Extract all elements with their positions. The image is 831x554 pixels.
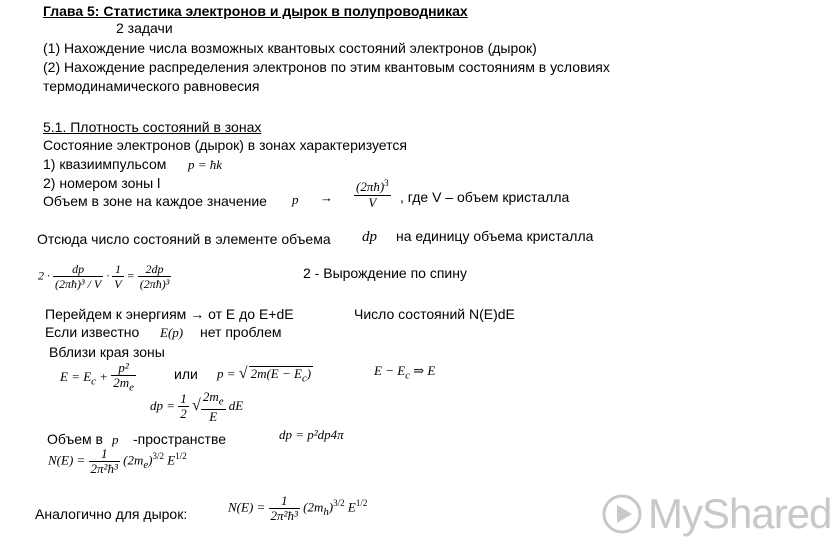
formula-dp: dp	[362, 229, 377, 245]
formula-density: 2 · $\frac{dp}{\text{(2πħ)³ / V}}$ · $\frac{1}{V}$ = $\frac{2dp}{\text{(2πħ)³}}$	[38, 262, 170, 291]
per-unit-text: на единицу объема кристалла	[396, 228, 594, 244]
logo-text: MyShared	[648, 490, 831, 537]
formula-NE-holes: N(E) = $\frac{1}{\text{2π²ħ³}}$ $(2m_h)^{3/2}$ $E^{1/2}$	[228, 493, 368, 523]
volume-tail: , где V – объем кристалла	[400, 189, 570, 205]
formula-sphere-volume: dp = p²dp4π	[279, 427, 344, 442]
formula-condition: $E - E_c$ ⇒ E	[374, 363, 436, 382]
task-2-line-1: (2) Нахождение распределения электронов по этим квантовым состояниям в условиях	[43, 59, 610, 75]
formula-E-p: E(p)	[160, 325, 184, 340]
no-problem-text: нет проблем	[200, 324, 282, 340]
myshared-logo	[602, 490, 831, 538]
near-edge-text: Вблизи края зоны	[49, 344, 165, 360]
number-of-states: Число состояний N(E)dE	[354, 306, 515, 322]
holes-text: Аналогично для дырок:	[35, 506, 188, 522]
section-heading: 5.1. Плотность состояний в зонах	[43, 119, 262, 135]
formula-NE-electrons: N(E) = $\frac{1}{\text{2π²ħ³}}$ $(2m_e)^{3/2}$ $E^{1/2}$	[48, 446, 187, 476]
formula-p-of-E: p = √ $2m(E - E_c)$	[217, 365, 312, 385]
formula-p-hk: p = ħk	[188, 157, 223, 172]
item-band-number: 2) номером зоны l	[43, 175, 161, 191]
volume-p-prefix: Объем в	[47, 431, 103, 447]
formula-volume-per-state: $\frac{(2\pi ħ)^3}{V}$	[356, 178, 389, 210]
tasks-count: 2 задачи	[116, 20, 173, 36]
item-quasi-momentum: 1) квазиимпульсом	[43, 156, 167, 172]
volume-p-suffix: -пространстве	[133, 431, 227, 447]
or-text: или	[174, 366, 198, 382]
page-title: Глава 5: Статистика электронов и дырок в полупроводниках	[43, 3, 468, 19]
arrow-icon: →	[320, 190, 333, 205]
formula-dispersion: $E = E_c$ + $\frac{\text{p²}}{2m_e}$	[60, 360, 134, 394]
spin-note: 2 - Вырождение по спину	[303, 265, 467, 281]
energy-text: Перейдем к энергиям → от E до E+dE	[45, 306, 294, 322]
if-known-text: Если известно	[45, 324, 140, 340]
task-1: (1) Нахождение числа возможных квантовых состояний электронов (дырок)	[43, 40, 537, 56]
intro-text: Состояние электронов (дырок) в зонах характеризуется	[43, 137, 407, 153]
states-text: Отсюда число состояний в элементе объема	[37, 231, 331, 247]
task-2-line-2: термодинамического равновесия	[43, 78, 260, 94]
volume-text: Объем в зоне на каждое значение	[43, 193, 267, 209]
formula-dp-dE: dp = $\frac{1}{2}$ √ $\frac{2m_e}{E}$ dE	[150, 389, 244, 424]
formula-p: p	[292, 192, 299, 207]
logo-play-icon	[602, 494, 642, 534]
formula-p-inline: p	[112, 432, 119, 447]
